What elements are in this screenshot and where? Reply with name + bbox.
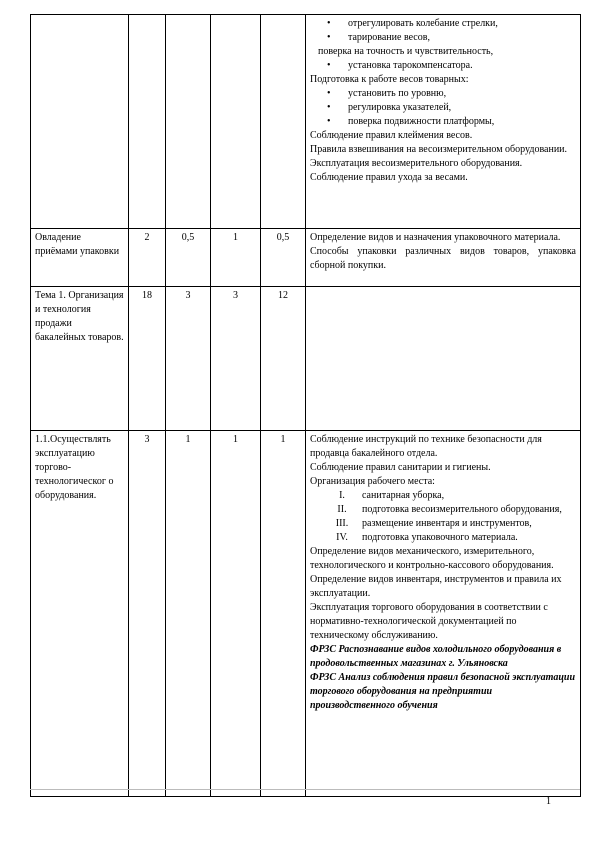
frs-note: [310, 643, 576, 671]
paragraph: Способы упаковки различных видов товаров, упаковка сборной покупки.: [310, 246, 576, 271]
table-row: [31, 431, 581, 797]
table-row: [31, 15, 581, 229]
page-bottom-line: [30, 789, 580, 790]
list-item: • регулировка указателей,: [310, 101, 576, 115]
hours-cell: 1: [261, 431, 306, 797]
topic-cell: [31, 287, 129, 431]
list-text: санитарная уборка,: [362, 490, 445, 501]
paragraph: Соблюдение правил клеймения весов.: [310, 130, 473, 141]
hours-cell: [261, 15, 306, 229]
hours-cell: [129, 15, 166, 229]
paragraph: Правила взвешивания на весоизмерительном оборудовании.: [310, 144, 568, 155]
paragraph: Определение видов и назначения упаковочного материала.: [310, 232, 561, 243]
paragraph: Соблюдение правил санитарии и гигиены.: [310, 462, 491, 473]
frs-label: ФРЗС: [310, 672, 337, 683]
content-cell: [306, 229, 581, 287]
hours-cell: 0,5: [166, 229, 211, 287]
paragraph: Соблюдение правил ухода за весами.: [310, 172, 468, 183]
list-item: [310, 531, 576, 545]
hours-cell: [211, 15, 261, 229]
list-item: [310, 517, 576, 531]
paragraph: Организация рабочего места:: [310, 476, 435, 487]
curriculum-table: [30, 14, 581, 797]
hours-cell: 12: [261, 287, 306, 431]
hours-cell: 3: [211, 287, 261, 431]
topic-title: Тема 1. Организация и технология продажи бакалейных товаров.: [35, 290, 124, 343]
paragraph: Определение видов механического, измерительного, технологического и контрольно-кассового оборудования.: [310, 546, 554, 571]
list-item: [310, 503, 576, 517]
table-row: [31, 287, 581, 431]
paragraph: Подготовка к работе весов товарных:: [310, 74, 469, 85]
content-cell: [306, 15, 581, 229]
list-item: • поверка подвижности платформы,: [310, 115, 576, 129]
frs-text: Распознавание видов холодильного оборудования в продовольственных магазинах г. Ульяновска: [310, 644, 562, 669]
content-cell: [306, 431, 581, 797]
list-number: I.: [339, 490, 345, 501]
topic-cell: [31, 15, 129, 229]
bullet-list: [310, 87, 576, 129]
list-text: подготовка весоизмерительного оборудования,: [362, 504, 562, 515]
paragraph: Эксплуатация весоизмерительного оборудования.: [310, 158, 523, 169]
list-item: • отрегулировать колебание стрелки,: [310, 17, 576, 31]
hours-cell: 3: [166, 287, 211, 431]
list-item: • установить по уровню,: [310, 87, 576, 101]
topic-cell: [31, 431, 129, 797]
hours-cell: 1: [211, 229, 261, 287]
hours-cell: 1: [211, 431, 261, 797]
list-number: IV.: [336, 532, 348, 543]
frs-note: [310, 671, 576, 713]
list-item: [310, 489, 576, 503]
paragraph: Соблюдение инструкций по технике безопасности для продавца бакалейного отдела.: [310, 434, 542, 459]
bullet-list: [310, 17, 576, 73]
frs-label: ФРЗС: [310, 644, 337, 655]
table-row: [31, 229, 581, 287]
topic-title: 1.1.Осуществлять эксплуатацию торгово-технологическог о оборудования.: [35, 434, 114, 501]
list-number: II.: [337, 504, 347, 515]
list-item: поверка на точность и чувствительность,: [318, 46, 494, 57]
page-number: 1: [546, 796, 551, 807]
paragraph: Эксплуатация торгового оборудования в соответствии с нормативно-технологической документацией по техническому обслуживанию.: [310, 602, 548, 641]
paragraph: Определение видов инвентаря, инструментов и правила их эксплуатации.: [310, 574, 562, 599]
list-item: • тарирование весов,: [310, 31, 576, 45]
hours-cell: 18: [129, 287, 166, 431]
content-cell: [306, 287, 581, 431]
topic-title: Овладение приёмами упаковки: [35, 232, 120, 257]
list-text: подготовка упаковочного материала.: [362, 532, 518, 543]
hours-cell: 0,5: [261, 229, 306, 287]
hours-cell: 2: [129, 229, 166, 287]
list-item: • установка тарокомпенсатора.: [310, 59, 576, 73]
roman-list: [310, 489, 576, 545]
list-text: размещение инвентаря и инструментов,: [362, 518, 532, 529]
hours-cell: 3: [129, 431, 166, 797]
topic-cell: [31, 229, 129, 287]
hours-cell: 1: [166, 431, 211, 797]
list-number: III.: [335, 518, 349, 529]
hours-cell: [166, 15, 211, 229]
frs-text: Анализ соблюдения правил безопасной эксплуатации торгового оборудования на предприятии производственного обучения: [310, 672, 576, 711]
